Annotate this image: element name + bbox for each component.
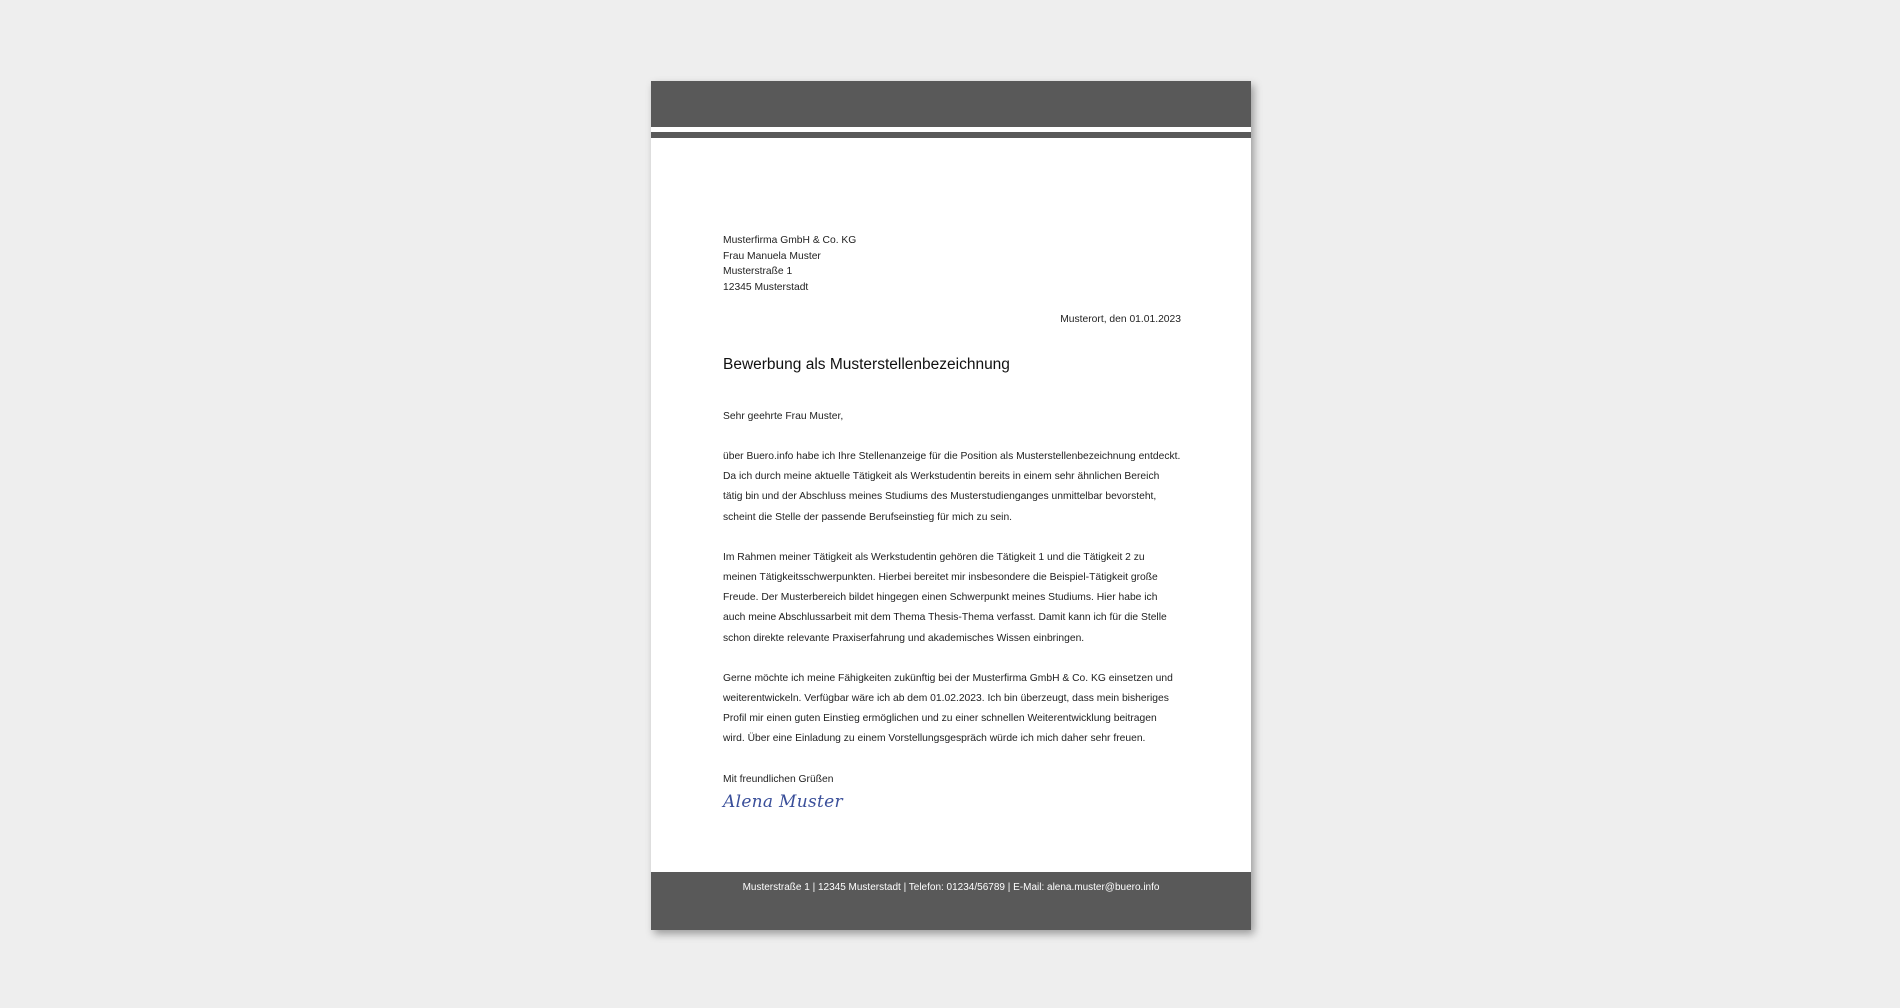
footer-band: [651, 872, 1251, 930]
recipient-company: Musterfirma GmbH & Co. KG: [723, 235, 857, 246]
paragraph-3: Gerne möchte ich meine Fähigkeiten zukünftig bei der Musterfirma GmbH & Co. KG einsetzen und weiterentwickeln. Verfügbar wäre ich ab dem 01.02.2023. Ich bin überzeugt, dass mein bisheriges Profil mir einen guten Einstieg ermöglichen und zu einer schnellen Weiterentwicklung beitragen wird. Über eine Einladung zu einem Vorstellungsgespräch würde ich mich daher sehr freuen.: [723, 672, 1173, 745]
header-band: [651, 81, 1251, 127]
recipient-address: [723, 233, 1181, 295]
paragraph-1: über Buero.info habe ich Ihre Stellenanzeige für die Position als Musterstellenbezeichnung entdeckt. Da ich durch meine aktuelle Tätigkeit als Werkstudentin bereits in einem sehr ähnlichen Bereich tätig bin und der Abschluss meines Studiums des Musterstudienganges unmittelbar bevorsteht, scheint die Stelle der passende Berufseinstieg für mich zu sein.: [723, 451, 1181, 523]
recipient-name: Frau Manuela Muster: [723, 250, 821, 262]
closing: Mit freundlichen Grüßen: [723, 773, 834, 785]
letter-body: [723, 233, 1181, 813]
header-divider-line: [651, 132, 1251, 138]
letter-page: [651, 81, 1251, 930]
letter-subject: Bewerbung als Musterstellenbezeichnung: [723, 356, 1010, 373]
recipient-city: 12345 Musterstadt: [723, 281, 809, 293]
letter-date: Musterort, den 01.01.2023: [1060, 314, 1181, 325]
paragraph-2: Im Rahmen meiner Tätigkeit als Werkstudentin gehören die Tätigkeit 1 und die Tätigkeit 2 zu meinen Tätigkeitsschwerpunkten. Hierbei bereitet mir insbesondere die Beispiel-Tätigkeit große Freude. Der Musterbereich bildet hingegen einen Schwerpunkt meines Studiums. Hier habe ich auch meine Abschlussarbeit mit dem Thema Thesis-Thema verfasst. Damit kann ich für die Stelle schon direkte relevante Praxiserfahrung und akademisches Wissen einbringen.: [723, 551, 1167, 644]
salutation: Sehr geehrte Frau Muster,: [723, 411, 844, 422]
recipient-street: Musterstraße 1: [723, 266, 793, 277]
footer-contact: Musterstraße 1 | 12345 Musterstadt | Telefon: 01234/56789 | E-Mail: alena.muster@buero.info: [742, 882, 1160, 893]
signature: Alena Muster: [723, 791, 843, 812]
